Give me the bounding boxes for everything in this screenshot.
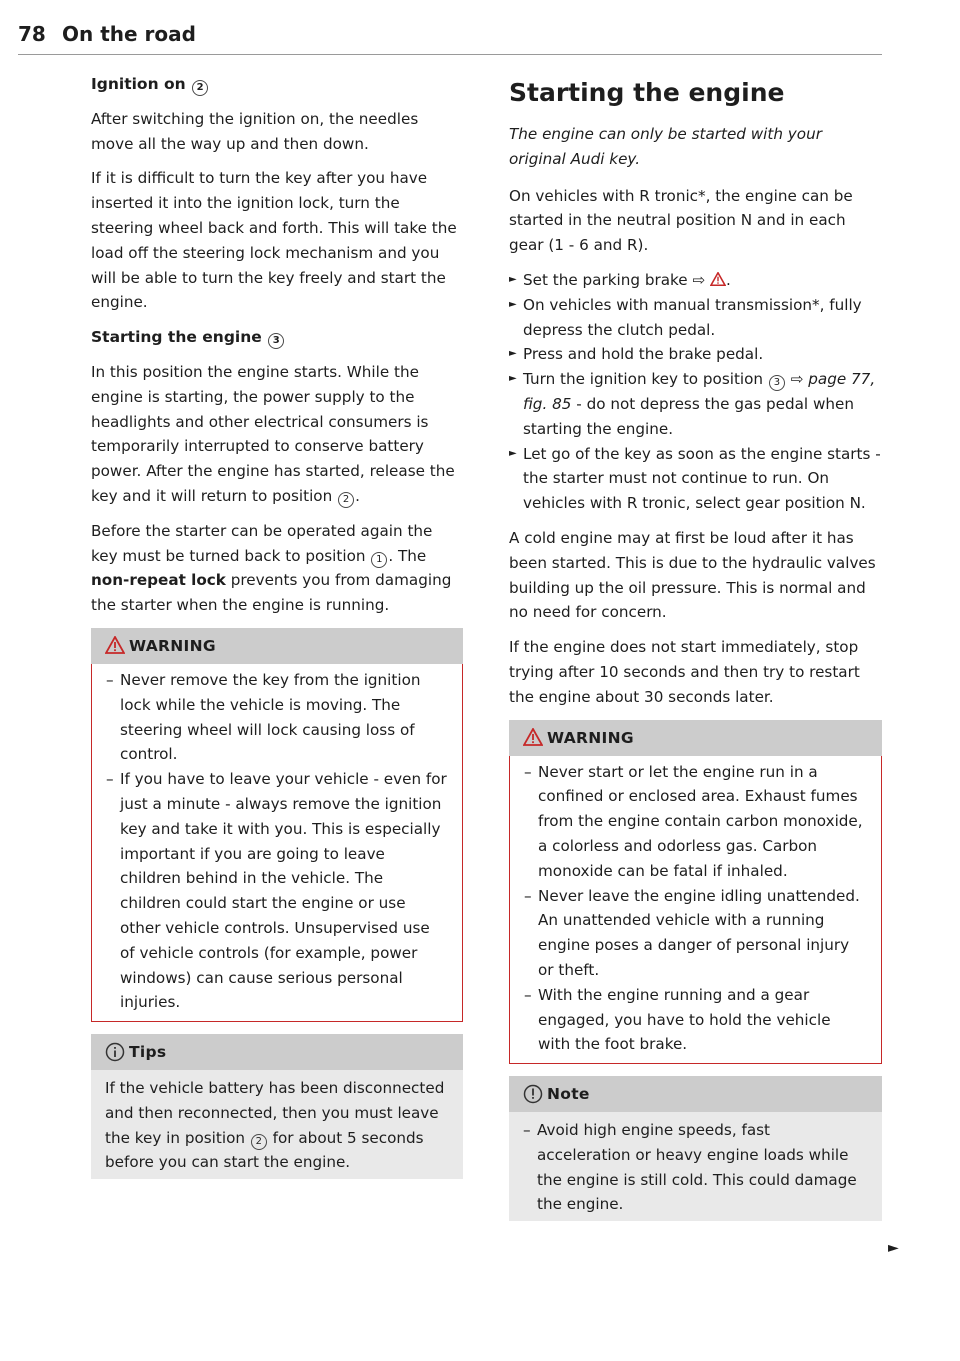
warning-body [91,664,463,1022]
list-item: – Avoid high engine speeds, fast acceleration or heavy engine loads while the engine is still cold. This could damage the engine. [523,1121,857,1214]
list-item: ► Press and hold the brake pedal. [509,345,764,364]
list-item: – Never remove the key from the ignition lock while the vehicle is moving. The steering wheel will lock causing loss of control. [106,670,421,764]
warning-header: WARNING [91,628,463,664]
ignition-on-text-1: After switching the ignition on, the needles move all the way up and then down. [91,109,419,153]
exclamation-circle-icon [523,1084,543,1112]
warning-box [91,628,463,1022]
position-2-marker: 2 [338,492,354,508]
page-reference-link[interactable]: ⇨ page 77, fig. 85 [523,370,876,413]
list-item: – Never leave the engine idling unattended. An unattended vehicle with a running engine poses a danger of personal injury or theft. [524,886,860,979]
starting-text-1: In this position the engine starts. While the engine is starting, the power supply to the headlights and other electrical consumers is temporarily interrupted to conserve battery power. After the engine has started, release the key and it will return to position 2 . [91,360,463,509]
position-3-marker: 3 [769,375,785,391]
restart-text: If the engine does not start immediately, stop trying after 10 seconds and then try to restart the engine about 30 seconds later. [509,638,860,706]
position-3-marker: 3 [268,333,284,349]
right-column [509,72,882,1233]
list-item: ► Turn the ignition key to position 3 ⇨ page 77, fig. 85 - do not depress the gas pedal when starting the engine. [509,370,876,438]
section-heading: Starting the engine [509,78,785,107]
warning-triangle-icon [710,271,726,289]
page-number: 78 [18,22,46,46]
steps-list [509,268,882,516]
warning-triangle-icon [105,636,125,662]
intro-text: The engine can only be started with your original Audi key. [509,125,822,168]
warning-box [509,720,882,1065]
tips-body: If the vehicle battery has been disconnected and then reconnected, then you must leave the key in position 2 for about 5 seconds before you can start the engine. [91,1070,463,1179]
warning-triangle-icon [523,728,543,754]
section-title: On the road [62,22,196,46]
starting-engine-subheading: Starting the engine 3 [91,325,463,350]
warning-body [509,756,882,1065]
cold-engine-text: A cold engine may at first be loud after it has been started. This is due to the hydraulic valves building up the oil pressure. This is normal and no need for concern. [509,528,876,622]
warning-header: WARNING [509,720,882,756]
tips-box [91,1034,463,1179]
list-item: – If you have to leave your vehicle - even for just a minute - always remove the ignition key and take it with you. This is especially important if you are going to leave children behind in the vehicle. The children could start the engine or use other vehicle controls. Unsupervised use of vehicle controls (for example, power windows) can cause serious personal injuries. [106,770,447,1012]
list-item: ► Let go of the key as soon as the engine starts - the starter must not continue to run. On vehicles with R tronic, select gear position N. [509,444,881,513]
position-2-marker: 2 [192,80,208,96]
position-2-marker: 2 [251,1134,267,1150]
header-rule [18,54,882,55]
list-item: ► On vehicles with manual transmission*, fully depress the clutch pedal. [509,295,862,339]
r-tronic-text: On vehicles with R tronic*, the engine can be started in the neutral position N and in each gear (1 - 6 and R). [509,186,853,255]
note-box [509,1076,882,1221]
ignition-on-heading: Ignition on 2 [91,72,463,97]
continue-arrow-icon: ► [888,1240,899,1256]
list-item: – With the engine running and a gear engaged, you have to hold the vehicle with the foot brake. [524,985,831,1054]
note-header: Note [509,1076,882,1112]
info-icon [105,1042,125,1070]
ignition-on-text-2: If it is difficult to turn the key after you have inserted it into the ignition lock, turn the steering wheel back and forth. This will take the load off the steering lock mechanism and you will be able to turn the key freely and start the engine. [91,169,457,312]
non-repeat-lock-term: non-repeat lock [91,571,226,590]
left-column [91,72,463,1191]
list-item: – Never start or let the engine run in a confined or enclosed area. Exhaust fumes from the engine contain carbon monoxide, a colorless and odorless gas. Carbon monoxide can be fatal if inhaled. [524,762,863,880]
position-1-marker: 1 [371,552,387,568]
note-body [509,1112,882,1221]
list-item: ► Set the parking brake ⇨ . [509,270,731,289]
tips-header: Tips [91,1034,463,1070]
starting-text-2: Before the starter can be operated again the key must be turned back to position 1 . The non-repeat lock prevents you from damaging the starter when the engine is running. [91,521,452,615]
